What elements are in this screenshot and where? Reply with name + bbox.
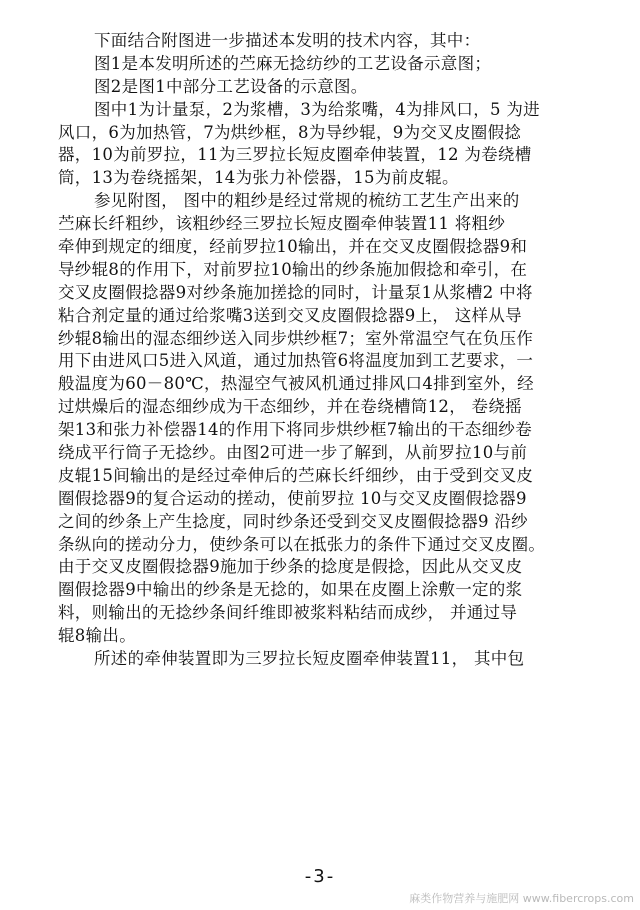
text-line: 筒，13为卷绕摇架，14为张力补偿器，15为前皮辊。 xyxy=(58,168,459,188)
watermark: 麻类作物营养与施肥网 www.fibercrops.com xyxy=(409,892,634,905)
text-line: 所述的牵伸装置即为三罗拉长短皮圈牵伸装置11， 其中包 xyxy=(94,649,525,669)
text-line: 绕成平行筒子无捻纱。由图2可进一步了解到，从前罗拉10与前 xyxy=(58,443,528,463)
text-line: 图中1为计量泵，2为浆槽，3为给浆嘴，4为排风口，5 为进 xyxy=(94,99,540,119)
text-line: 辊8输出。 xyxy=(58,626,136,646)
text-line: 条纵向的搓动分力，使纱条可以在抵张力的条件下通过交叉皮圈。 xyxy=(58,534,546,554)
page-number: -3- xyxy=(304,866,336,887)
text-line: 用下由进风口5进入风道，通过加热管6将温度加到工艺要求，一 xyxy=(58,351,534,371)
text-line: 过烘燥后的湿态细纱成为干态细纱，并在卷绕槽筒12， 卷绕摇 xyxy=(58,397,522,417)
text-line: 图2是图1中部分工艺设备的示意图。 xyxy=(94,76,368,96)
text-line: 粘合剂定量的通过给浆嘴3送到交叉皮圈假捻器9上， 这样从导 xyxy=(58,305,522,325)
text-line: 圈假捻器9的复合运动的搓动，使前罗拉 10与交叉皮圈假捻器9 xyxy=(58,488,527,508)
text-line: 参见附图， 图中的粗纱是经过常规的梳纺工艺生产出来的 xyxy=(94,191,520,211)
text-line: 苎麻长纤粗纱，该粗纱经三罗拉长短皮圈牵伸装置11 将粗纱 xyxy=(58,214,506,234)
text-line: 料，则输出的无捻纱条间纤维即被浆料粘结而成纱， 并通过导 xyxy=(58,603,518,623)
text-line: 之间的纱条上产生捻度，同时纱条还受到交叉皮圈假捻器9 沿纱 xyxy=(58,511,528,531)
text-line: 下面结合附图进一步描述本发明的技术内容，其中： xyxy=(94,31,481,50)
text-line: 由于交叉皮圈假捻器9施加于纱条的捻度是假捻，因此从交叉皮 xyxy=(58,557,523,577)
text-line: 般温度为60－80℃，热湿空气被风机通过排风口4排到室外，经 xyxy=(58,374,534,394)
text-line: 纱辊8输出的湿态细纱送入同步烘纱框7；室外常温空气在负压作 xyxy=(58,328,534,348)
text-line: 图1是本发明所述的苎麻无捻纺纱的工艺设备示意图； xyxy=(94,53,492,73)
text-line: 圈假捻器9中输出的纱条是无捻的，如果在皮圈上涂敷一定的浆 xyxy=(58,580,523,600)
text-line: 器，10为前罗拉，11为三罗拉长短皮圈牵伸装置，12 为卷绕槽 xyxy=(58,145,532,165)
text-line: 架13和张力补偿器14的作用下将同步烘纱框7输出的干态细纱卷 xyxy=(58,420,532,440)
text-line: 风口，6为加热管，7为烘纱框，8为导纱辊，9为交叉皮圈假捻 xyxy=(58,122,522,142)
text-line: 导纱辊8的作用下，对前罗拉10输出的纱条施加假捻和牵引，在 xyxy=(58,259,528,279)
text-line: 交叉皮圈假捻器9对纱条施加搓捻的同时，计量泵1从浆槽2 中将 xyxy=(58,282,533,302)
text-line: 牵伸到规定的细度，经前罗拉10输出，并在交叉皮圈假捻器9和 xyxy=(58,237,528,257)
text-line: 皮辊15间输出的是经过牵伸后的苎麻长纤细纱，由于受到交叉皮 xyxy=(58,465,534,485)
body-text xyxy=(58,30,588,671)
